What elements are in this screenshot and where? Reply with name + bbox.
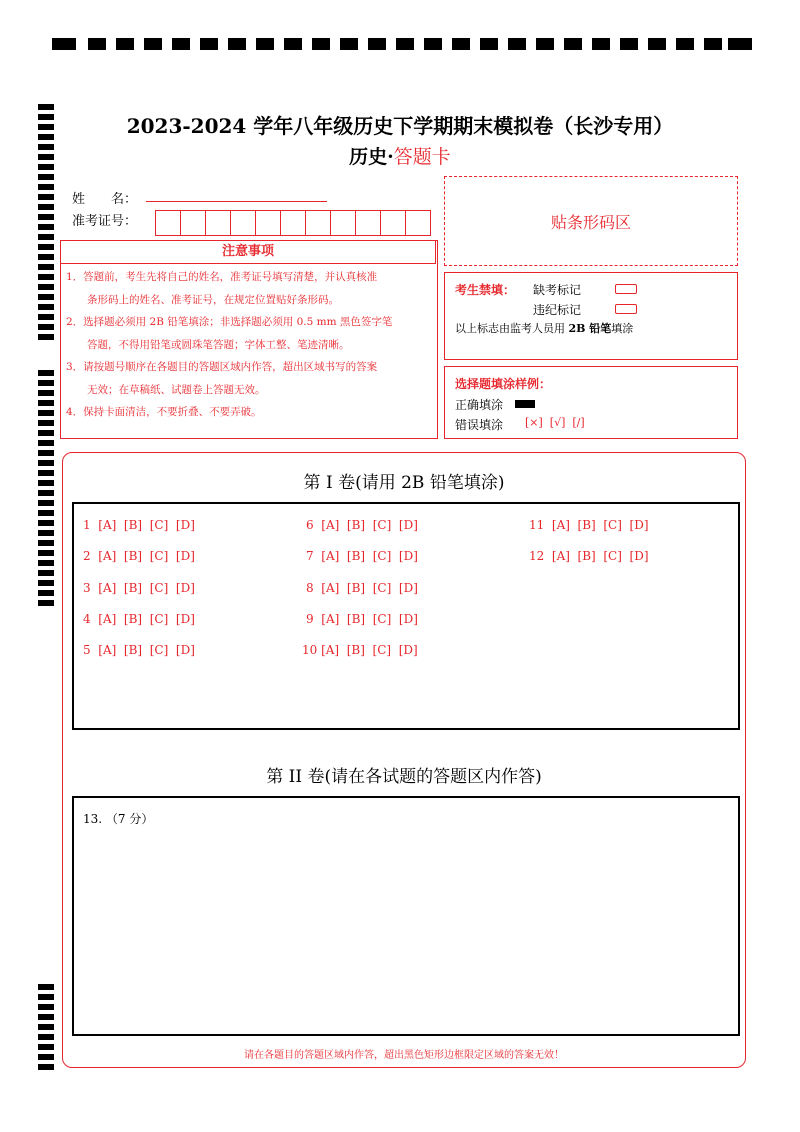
- id-digit-box[interactable]: [280, 210, 306, 236]
- proctor-note-text: 以上标志由监考人员用: [455, 322, 569, 335]
- choice-answer-box: [72, 502, 740, 730]
- id-digit-box[interactable]: [230, 210, 256, 236]
- notice-title: 注意事项: [60, 240, 436, 264]
- proctor-label: 考生禁填：: [455, 283, 516, 297]
- id-digit-box[interactable]: [355, 210, 381, 236]
- subtitle-answer-sheet: 答题卡: [393, 146, 451, 168]
- violation-mark-box[interactable]: [615, 304, 637, 314]
- proctor-note-suffix: 填涂: [611, 322, 634, 335]
- notice-item: 4．保持卡面清洁，不要折叠、不要弄破。: [66, 406, 262, 418]
- barcode-area: [444, 176, 738, 266]
- wrong-marks-sample: [×] [√] [/]: [525, 416, 585, 429]
- section2-title: 第 II 卷(请在各试题的答题区内作答): [266, 767, 542, 787]
- proctor-note-bold: 2B 铅笔: [568, 322, 612, 335]
- absent-mark-box[interactable]: [615, 284, 637, 294]
- proctor-box: [444, 272, 738, 360]
- notice-item: 1．答题前，考生先将自己的姓名，准考证号填写清楚，并认真核准: [66, 271, 378, 283]
- section1-title: 第 I 卷(请用 2B 铅笔填涂): [303, 473, 505, 493]
- question-row[interactable]: 2 [A] [B] [C] [D]: [83, 549, 195, 563]
- id-digit-box[interactable]: [205, 210, 231, 236]
- absent-label: 缺考标记: [533, 283, 582, 297]
- question-row[interactable]: 7 [A] [B] [C] [D]: [306, 549, 418, 563]
- wrong-label: 错误填涂: [455, 418, 504, 432]
- violation-label: 违纪标记: [533, 303, 582, 317]
- correct-label: 正确填涂: [455, 398, 504, 412]
- question-row[interactable]: 4 [A] [B] [C] [D]: [83, 612, 195, 626]
- id-digit-box[interactable]: [255, 210, 281, 236]
- id-digit-box[interactable]: [330, 210, 356, 236]
- question-row[interactable]: 8 [A] [B] [C] [D]: [306, 581, 418, 595]
- filled-bubble-sample: [515, 400, 535, 408]
- notice-item: 条形码上的姓名、准考证号，在规定位置贴好条形码。: [66, 293, 339, 306]
- proctor-note: [455, 320, 633, 336]
- question-row[interactable]: 3 [A] [B] [C] [D]: [83, 581, 195, 595]
- question-row[interactable]: 9 [A] [B] [C] [D]: [306, 612, 418, 626]
- page-title: 2023-2024 学年八年级历史下学期期末模拟卷（长沙专用）: [126, 114, 674, 138]
- subtitle-subject: 历史·: [349, 146, 394, 168]
- notice-item: 答题，不得用铅笔或圆珠笔答题；字体工整、笔迹清晰。: [66, 338, 350, 351]
- question-row[interactable]: 5 [A] [B] [C] [D]: [83, 643, 195, 657]
- id-digit-box[interactable]: [405, 210, 431, 236]
- id-digit-box[interactable]: [305, 210, 331, 236]
- question-13-label: 13. （7 分）: [83, 812, 154, 826]
- question-row[interactable]: 11 [A] [B] [C] [D]: [529, 518, 649, 532]
- exam-id-label: 准考证号：: [72, 214, 138, 229]
- footer-warning: 请在各题目的答题区域内作答，超出黑色矩形边框限定区域的答案无效！: [244, 1050, 564, 1061]
- question-row[interactable]: 12 [A] [B] [C] [D]: [529, 549, 649, 563]
- sample-box: [444, 366, 738, 439]
- sample-title: 选择题填涂样例：: [455, 377, 552, 391]
- question-row[interactable]: 6 [A] [B] [C] [D]: [306, 518, 418, 532]
- question-13-answer-box[interactable]: [72, 796, 740, 1036]
- page-subtitle: [0, 142, 800, 169]
- top-timing-marks: [52, 38, 752, 52]
- exam-id-boxes[interactable]: [156, 210, 431, 234]
- notice-list: [66, 266, 434, 424]
- id-digit-box[interactable]: [155, 210, 181, 236]
- barcode-label: 贴条形码区: [550, 212, 631, 232]
- question-row[interactable]: 1 [A] [B] [C] [D]: [83, 518, 195, 532]
- id-digit-box[interactable]: [380, 210, 406, 236]
- notice-item: 3．请按题号顺序在各题目的答题区域内作答，超出区域书写的答案: [66, 361, 378, 373]
- question-row[interactable]: 10 [A] [B] [C] [D]: [302, 643, 418, 657]
- name-field[interactable]: [146, 200, 327, 202]
- notice-item: 2．选择题必须用 2B 铅笔填涂；非选择题必须用 0.5 mm 黑色签字笔: [66, 316, 393, 328]
- name-label: 姓 名：: [72, 192, 138, 207]
- notice-item: 无效；在草稿纸、试题卷上答题无效。: [66, 383, 266, 396]
- id-digit-box[interactable]: [180, 210, 206, 236]
